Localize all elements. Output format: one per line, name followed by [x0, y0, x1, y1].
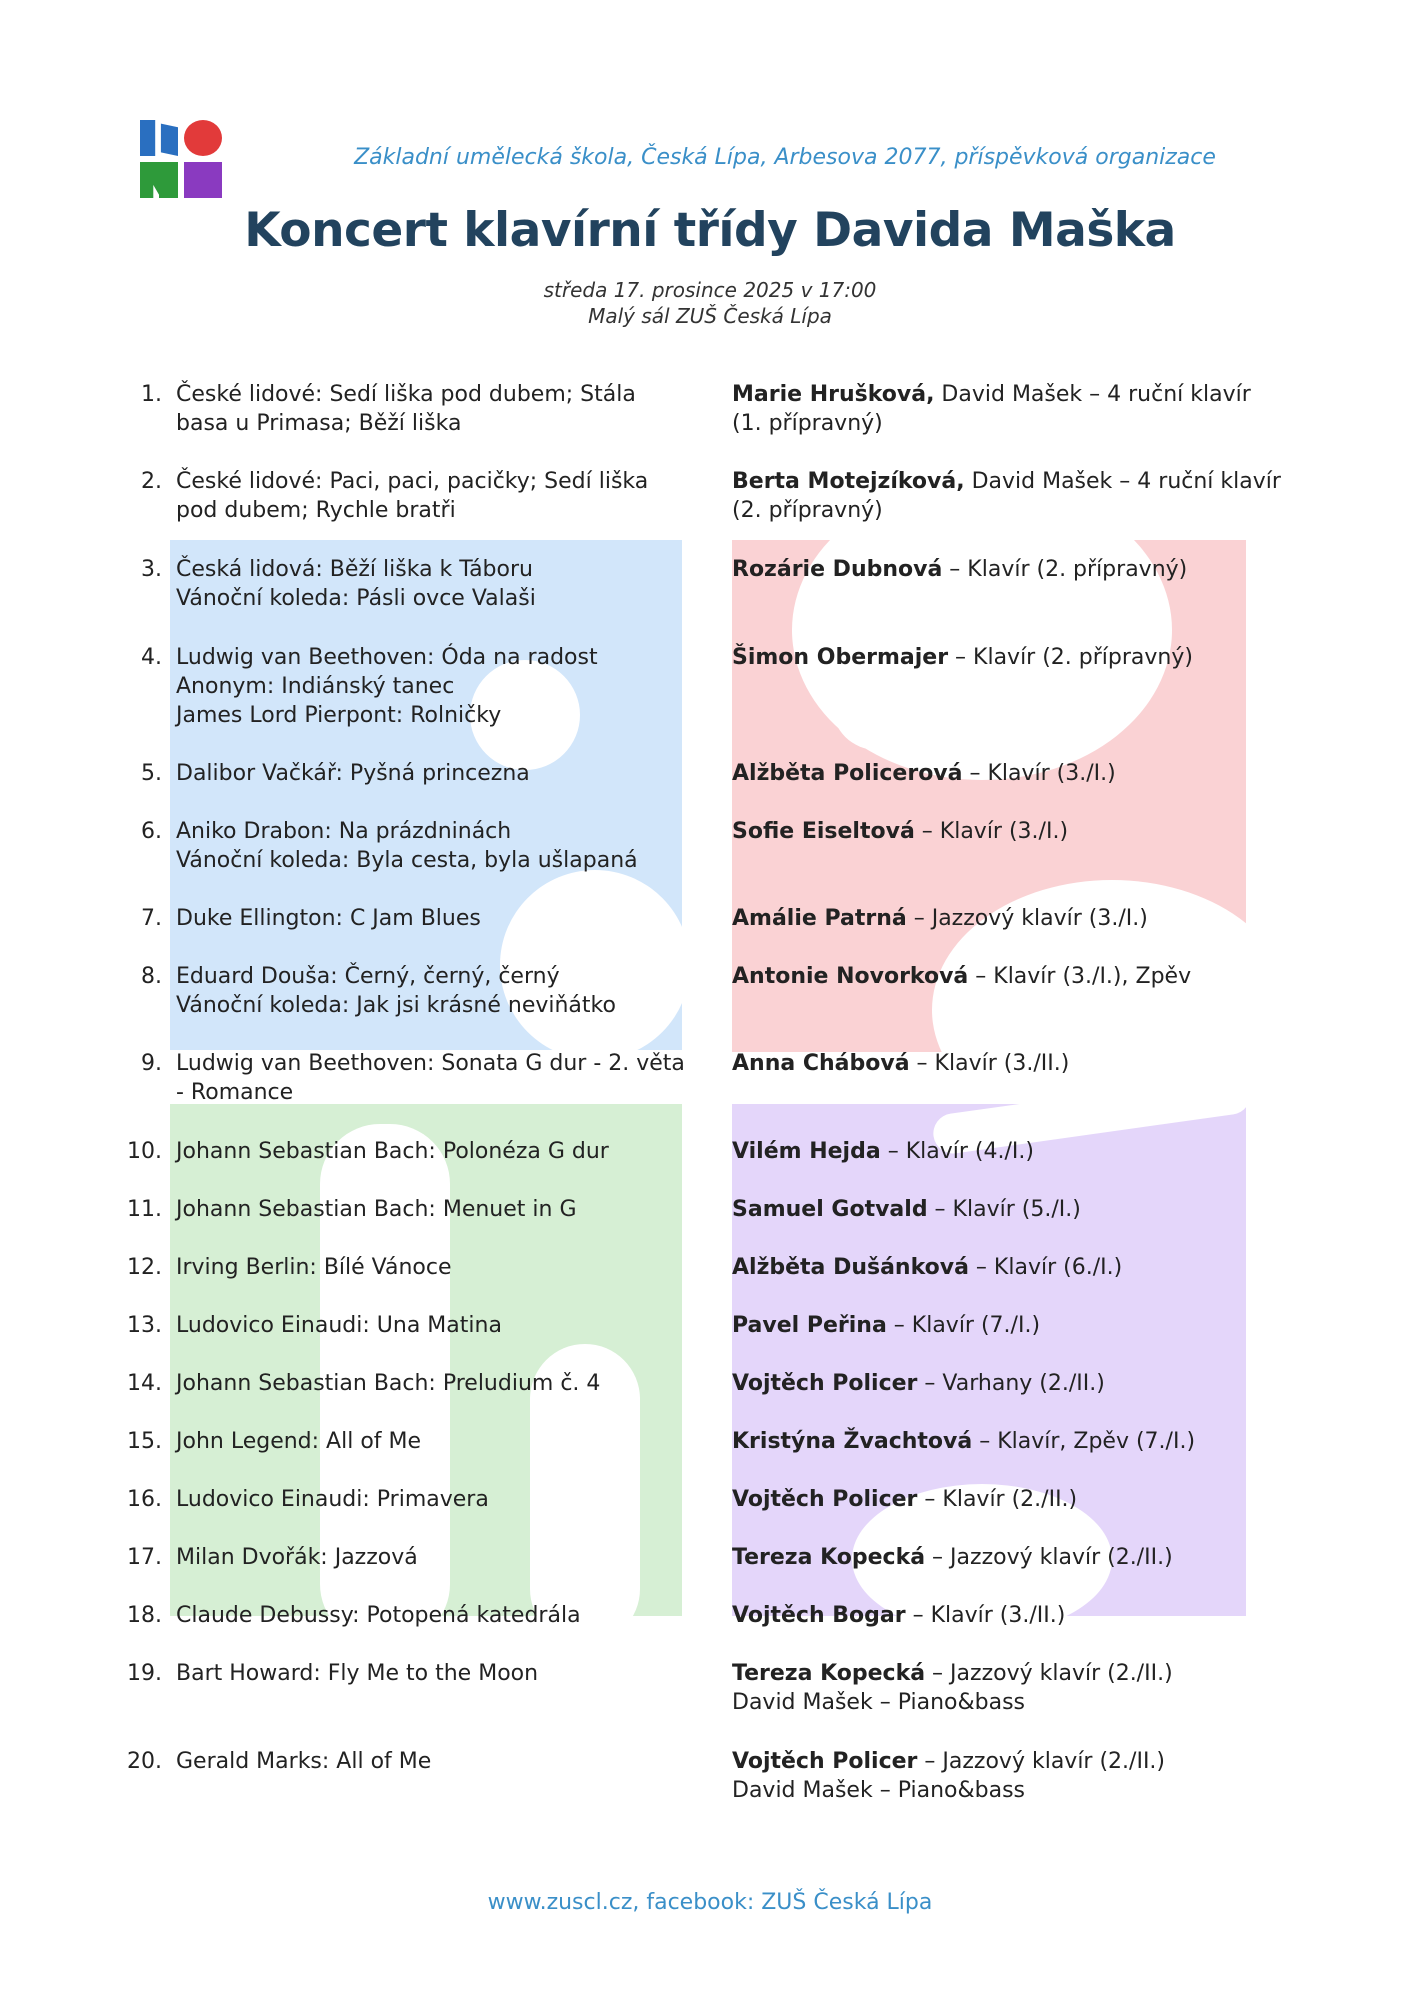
performer-name: Sofie Eiseltová — [732, 819, 915, 844]
performer-detail: – Klavír (4./I.) — [880, 1139, 1034, 1164]
performer-detail: – Klavír (3./I.) — [914, 819, 1069, 844]
program-item-performer — [732, 962, 1292, 991]
performer-name: Šimon Obermajer — [732, 645, 949, 670]
program-item-piece: Ludovico Einaudi: Primavera — [176, 1487, 489, 1512]
program-item-performer — [732, 1369, 1292, 1398]
page-title: Koncert klavírní třídy Davida Maška — [244, 203, 1176, 258]
footer-links: www.zuscl.cz, facebook: ZUŠ Česká Lípa — [487, 1890, 933, 1915]
program-item-number: 1. — [141, 382, 162, 407]
performer-detail: – Varhany (2./II.) — [917, 1371, 1105, 1396]
program-item-performer — [732, 1427, 1292, 1456]
concert-venue: Malý sál ZUŠ Česká Lípa — [588, 304, 832, 328]
performer-name: Tereza Kopecká — [732, 1545, 926, 1570]
school-logo — [140, 120, 224, 200]
logo-red-cell — [184, 120, 222, 156]
program-item-performer — [732, 1253, 1292, 1282]
program-item-number: 2. — [141, 469, 162, 494]
performer-detail: – Klavír (2./II.) — [917, 1487, 1078, 1512]
program-item-number: 14. — [127, 1371, 162, 1396]
program-item-performer — [732, 1601, 1292, 1630]
program-item-number: 7. — [141, 906, 162, 931]
program-item-performer — [732, 1137, 1292, 1166]
performer-name: Vojtěch Policer — [732, 1749, 918, 1774]
program-item-number: 5. — [141, 761, 162, 786]
performer-name: Vojtěch Bogar — [732, 1603, 906, 1628]
performer-detail: – Jazzový klavír (2./II.) — [925, 1545, 1173, 1570]
program-item-piece: Claude Debussy: Potopená katedrála — [176, 1603, 581, 1628]
program-item-number: 17. — [127, 1545, 162, 1570]
program-item-number: 10. — [127, 1139, 162, 1164]
performer-detail: – Jazzový klavír (2./II.) — [925, 1661, 1173, 1686]
program-item-piece: České lidové: Sedí liška pod dubem; Stála basa u Primasa; Běží liška — [176, 382, 636, 436]
program-item-number: 4. — [141, 645, 162, 670]
program-item-number: 15. — [127, 1429, 162, 1454]
performer-detail: – Klavír, Zpěv (7./I.) — [972, 1429, 1196, 1454]
background-green-block — [170, 1104, 682, 1616]
logo-purple-cell — [184, 162, 222, 198]
program-item-performer — [732, 467, 1292, 525]
performer-detail: – Jazzový klavír (2./II.) — [917, 1749, 1166, 1774]
performer-name: Anna Chábová — [732, 1051, 910, 1076]
program-item-piece: Dalibor Vačkář: Pyšná princezna — [176, 761, 530, 786]
program-item-number: 9. — [141, 1051, 162, 1076]
program-item-number: 19. — [127, 1661, 162, 1686]
program-item-performer — [732, 1659, 1292, 1717]
program-item-piece: Irving Berlin: Bílé Vánoce — [176, 1255, 452, 1280]
program-item-performer — [732, 380, 1292, 438]
performer-name: Alžběta Policerová — [732, 761, 963, 786]
program-item-piece: Ludovico Einaudi: Una Matina — [176, 1313, 502, 1338]
program-item-number: 13. — [127, 1313, 162, 1338]
school-name: Základní umělecká škola, Česká Lípa, Arbesova 2077, příspěvková organizace — [354, 145, 1216, 170]
program-item-piece: Aniko Drabon: Na prázdninách Vánoční koleda: Byla cesta, byla ušlapaná — [176, 819, 638, 873]
program-item-performer — [732, 555, 1292, 584]
performer-name: Vojtěch Policer — [732, 1487, 918, 1512]
program-item-number: 8. — [141, 964, 162, 989]
program-item-number: 16. — [127, 1487, 162, 1512]
performer-name: Vojtěch Policer — [732, 1371, 918, 1396]
program-item-piece: České lidové: Paci, paci, pacičky; Sedí liška pod dubem; Rychle bratři — [176, 469, 649, 523]
program-item-piece: Milan Dvořák: Jazzová — [176, 1545, 418, 1570]
performer-name: Alžběta Dušánková — [732, 1255, 969, 1280]
performer-detail: – Klavír (2. přípravný) — [942, 557, 1188, 582]
performer-name: Tereza Kopecká — [732, 1661, 926, 1686]
program-item-number: 20. — [127, 1749, 162, 1774]
program-item-performer — [732, 904, 1292, 933]
program-item-piece: Eduard Douša: Černý, černý, černý Vánoční koleda: Jak jsi krásné neviňátko — [176, 964, 616, 1018]
performer-name: Vilém Hejda — [732, 1139, 881, 1164]
performer-detail: – Klavír (7./I.) — [886, 1313, 1041, 1338]
performer-name: Berta Motejzíková, — [732, 469, 965, 494]
program-item-piece: Johann Sebastian Bach: Menuet in G — [176, 1197, 577, 1222]
program-item-performer — [732, 643, 1292, 672]
program-item-performer — [732, 1485, 1292, 1514]
performer-detail: – Klavír (5./I.) — [927, 1197, 1081, 1222]
background-purple-block — [732, 1104, 1246, 1616]
program-item-performer — [732, 817, 1292, 846]
program-item-piece: Česká lidová: Běží liška k Táboru Vánoční koleda: Pásli ovce Valaši — [176, 557, 536, 611]
program-item-piece: John Legend: All of Me — [176, 1429, 422, 1454]
performer-detail: David Mašek – 4 ruční klavír — [934, 382, 1251, 407]
performer-detail: – Klavír (3./II.) — [909, 1051, 1070, 1076]
performer-name: Rozárie Dubnová — [732, 557, 943, 582]
performer-second-line: (1. přípravný) — [732, 411, 883, 436]
program-item-piece: Duke Ellington: C Jam Blues — [176, 906, 481, 931]
program-item-number: 6. — [141, 819, 162, 844]
program-item-number: 12. — [127, 1255, 162, 1280]
performer-second-line: David Mašek – Piano&bass — [732, 1690, 1026, 1715]
program-item-performer — [732, 759, 1292, 788]
performer-detail: – Klavír (3./I.), Zpěv — [968, 964, 1192, 989]
performer-name: Amálie Patrná — [732, 906, 907, 931]
performer-second-line: David Mašek – Piano&bass — [732, 1778, 1026, 1803]
program-item-performer — [732, 1543, 1292, 1572]
program-item-performer — [732, 1049, 1292, 1078]
performer-name: Kristýna Žvachtová — [732, 1429, 973, 1454]
concert-date: středa 17. prosince 2025 v 17:00 — [543, 278, 877, 302]
performer-name: Antonie Novorková — [732, 964, 969, 989]
performer-name: Marie Hrušková, — [732, 382, 935, 407]
performer-second-line: (2. přípravný) — [732, 498, 883, 523]
program-item-performer — [732, 1311, 1292, 1340]
program-item-performer — [732, 1747, 1292, 1805]
program-item-piece: Ludwig van Beethoven: Sonata G dur - 2. věta - Romance — [176, 1051, 685, 1105]
performer-detail: – Klavír (2. přípravný) — [948, 645, 1193, 670]
performer-detail: – Klavír (6./I.) — [968, 1255, 1123, 1280]
program-item-piece: Johann Sebastian Bach: Polonéza G dur — [176, 1139, 609, 1164]
program-item-piece: Gerald Marks: All of Me — [176, 1749, 432, 1774]
program-item-performer — [732, 1195, 1292, 1224]
performer-detail: – Klavír (3./II.) — [905, 1603, 1066, 1628]
program-item-number: 11. — [127, 1197, 162, 1222]
program-item-piece: Ludwig van Beethoven: Óda na radost Anonym: Indiánský tanec James Lord Pierpont: Rolničky — [176, 645, 598, 728]
background-cutout — [832, 660, 922, 750]
performer-detail: – Jazzový klavír (3./I.) — [906, 906, 1148, 931]
program-item-number: 3. — [141, 557, 162, 582]
performer-name: Pavel Peřina — [732, 1313, 887, 1338]
program-item-piece: Johann Sebastian Bach: Preludium č. 4 — [176, 1371, 601, 1396]
performer-detail: David Mašek – 4 ruční klavír — [964, 469, 1281, 494]
performer-name: Samuel Gotvald — [732, 1197, 928, 1222]
program-item-piece: Bart Howard: Fly Me to the Moon — [176, 1661, 539, 1686]
performer-detail: – Klavír (3./I.) — [962, 761, 1116, 786]
program-item-number: 18. — [127, 1603, 162, 1628]
